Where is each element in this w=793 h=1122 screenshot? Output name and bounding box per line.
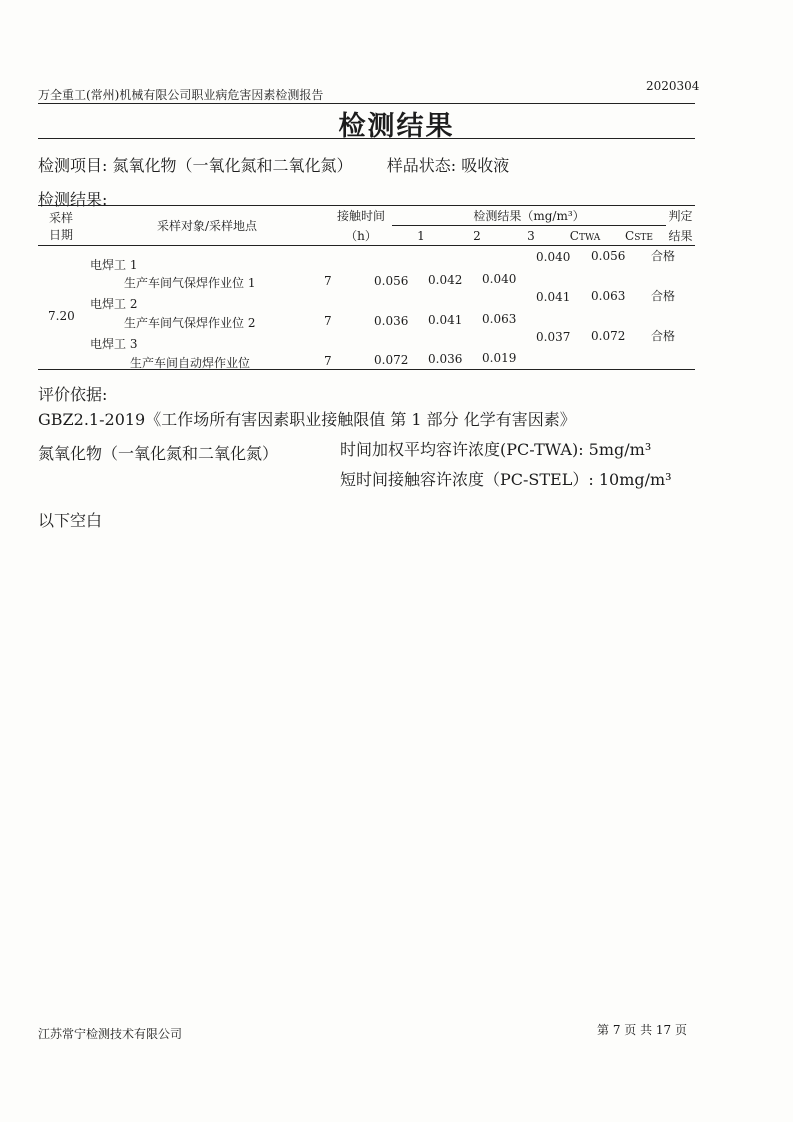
header-sampling-object: 采样对象/采样地点 [156, 219, 258, 233]
ctwa-3: 0.037 [536, 330, 571, 344]
header-ctwa: CTWA [569, 228, 601, 243]
value-2-2: 0.041 [428, 313, 463, 327]
worker-1: 电焊工 1 [90, 258, 138, 272]
value-1-2: 0.042 [428, 273, 463, 287]
sample-state-value: 吸收液 [461, 156, 510, 175]
cste-2: 0.063 [591, 289, 626, 303]
test-item-value: 氮氧化物（一氧化氮和二氧化氮） [112, 156, 353, 175]
time-1: 7 [324, 274, 332, 288]
footer-page-number: 第 7 页 共 17 页 [597, 1023, 687, 1037]
table-bottom-rule [38, 369, 695, 370]
report-number: 2020304 [646, 79, 700, 93]
header-test-results: 检测结果（mg/m³） [392, 206, 666, 226]
pc-twa-limit: 时间加权平均容许浓度(PC-TWA): 5mg/m³ [340, 440, 652, 459]
test-item-line [38, 153, 509, 176]
results-label: 检测结果: [38, 190, 108, 209]
header-verdict: 判定 [668, 209, 693, 224]
title-rule [38, 138, 695, 139]
location-3: 生产车间自动焊作业位 [130, 356, 251, 370]
report-name: 万全重工(常州)机械有限公司职业病危害因素检测报告 [38, 88, 324, 102]
location-1: 生产车间气保焊作业位 1 [124, 276, 256, 290]
header-sample-3: 3 [527, 228, 535, 243]
header-sample-2: 2 [473, 228, 481, 243]
test-item-label: 检测项目: [38, 156, 108, 175]
verdict-1: 合格 [651, 249, 676, 263]
value-1-3: 0.040 [482, 272, 517, 286]
value-1-1: 0.056 [374, 274, 409, 288]
time-2: 7 [324, 314, 332, 328]
ctwa-2: 0.041 [536, 290, 571, 304]
time-3: 7 [324, 354, 332, 368]
cste-1: 0.056 [591, 249, 626, 263]
evaluation-agent: 氮氧化物（一氧化氮和二氧化氮） [38, 444, 279, 463]
header-sampling-date: 采样 日期 [48, 210, 73, 242]
verdict-2: 合格 [651, 289, 676, 303]
results-table [38, 205, 695, 246]
evaluation-standard: GBZ2.1-2019《工作场所有害因素职业接触限值 第 1 部分 化学有害因素》 [38, 410, 576, 429]
verdict-3: 合格 [651, 329, 676, 343]
location-2: 生产车间气保焊作业位 2 [124, 316, 256, 330]
page-title: 检测结果 [338, 111, 455, 142]
header-cste: CSTE [625, 228, 653, 243]
header-verdict-2: 结果 [668, 228, 693, 243]
header-sample-1: 1 [417, 228, 425, 243]
worker-3: 电焊工 3 [90, 337, 138, 351]
worker-2: 电焊工 2 [90, 297, 138, 311]
header-exposure-unit: （h） [345, 228, 377, 243]
value-3-2: 0.036 [428, 352, 463, 366]
pc-stel-limit: 短时间接触容许浓度（PC-STEL）: 10mg/m³ [340, 470, 672, 489]
value-2-1: 0.036 [374, 314, 409, 328]
sample-state-label: 样品状态: [386, 156, 457, 175]
blank-note: 以下空白 [38, 511, 103, 530]
cste-3: 0.072 [591, 329, 626, 343]
results-body [38, 247, 695, 368]
header-exposure-time: 接触时间 [336, 209, 385, 224]
value-3-1: 0.072 [374, 353, 409, 367]
value-2-3: 0.063 [482, 312, 517, 326]
sampling-date: 7.20 [48, 309, 75, 323]
value-3-3: 0.019 [482, 351, 517, 365]
ctwa-1: 0.040 [536, 250, 571, 264]
evaluation-label: 评价依据: [38, 385, 108, 404]
footer-company: 江苏常宁检测技术有限公司 [38, 1027, 183, 1041]
